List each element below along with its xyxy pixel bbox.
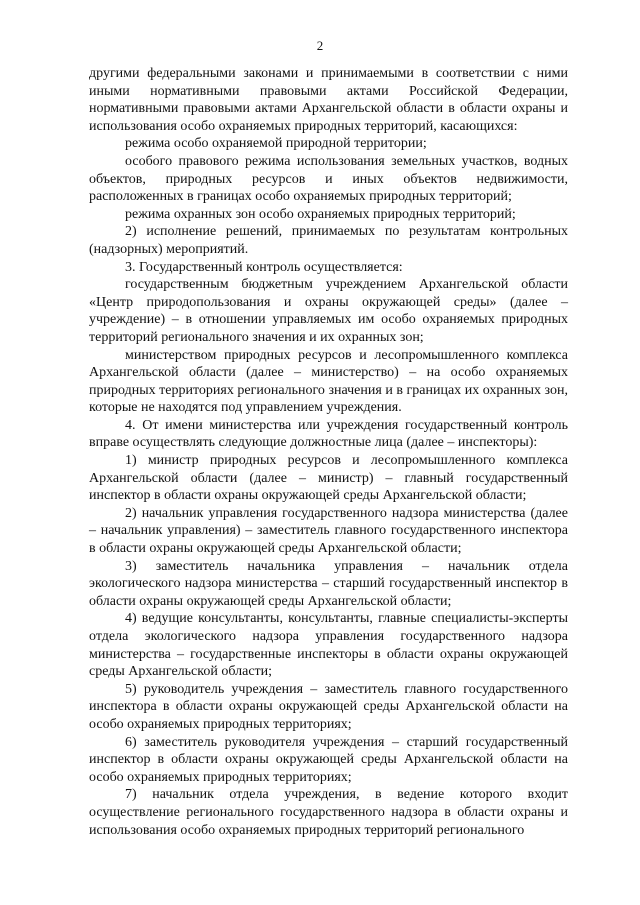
paragraph: 2) начальник управления государственного надзора министерства (далее – начальник управления) – заместитель главного государственного инспектора в области охраны окружающей среды Архангельской области;: [89, 505, 568, 557]
paragraph: особого правового режима использования земельных участков, водных объектов, природных ресурсов и иных объектов недвижимости, расположенных в границах особо охраняемых природных территорий;: [89, 153, 568, 205]
paragraph: государственным бюджетным учреждением Архангельской области «Центр природопользования и охраны окружающей среды» (далее – учреждение) – в отношении управляемых им особо охраняемых природных территорий регионального значения и их охранных зон;: [89, 277, 568, 345]
page-number: 2: [316, 38, 324, 53]
paragraph: 4) ведущие консультанты, консультанты, главные специалисты-эксперты отдела экологического надзора управления государственного надзора министерства – государственные инспекторы в области охраны окружающей среды Архангельской области;: [89, 611, 568, 680]
paragraph: 1) министр природных ресурсов и лесопромышленного комплекса Архангельской области (далее – министр) – главный государственный инспектор в области охраны окружающей среды Архангельской области;: [89, 453, 568, 504]
paragraph: 3) заместитель начальника управления – начальник отдела экологического надзора министерства – старший государственный инспектор в области охраны окружающей среды Архангельской области;: [89, 558, 568, 609]
paragraph: 3. Государственный контроль осуществляется:: [125, 259, 403, 275]
paragraph: 7) начальник отдела учреждения, в ведение которого входит осуществление регионального государственного надзора в области охраны и использования особо охраняемых природных территорий регионального: [89, 787, 568, 838]
paragraph: 5) руководитель учреждения – заместитель главного государственного инспектора в области охраны окружающей среды Архангельской области на особо охраняемых природных территориях;: [89, 681, 568, 732]
paragraph: режима охранных зон особо охраняемых природных территорий;: [125, 206, 516, 222]
paragraph: 4. От имени министерства или учреждения государственный контроль вправе осуществлять следующие должностные лица (далее – инспекторы):: [89, 417, 568, 451]
paragraph: другими федеральными законами и принимаемыми в соответствии с ними иными нормативными правовыми актами Российской Федерации, нормативными правовыми актами Архангельской области в области охраны и использования особо охраняемых природных территорий, касающихся:: [89, 66, 568, 134]
paragraph: 6) заместитель руководителя учреждения – старший государственный инспектор в области охраны окружающей среды Архангельской области на особо охраняемых природных территориях;: [89, 734, 568, 785]
document-body: [89, 65, 568, 839]
paragraph: министерством природных ресурсов и лесопромышленного комплекса Архангельской области (далее – министерство) – на особо охраняемых природных территориях регионального значения и в границах их охранных зон, которые не находятся под управлением учреждения.: [89, 347, 568, 416]
paragraph: 2) исполнение решений, принимаемых по результатам контрольных (надзорных) мероприятий.: [89, 224, 568, 257]
paragraph: режима особо охраняемой природной территории;: [125, 136, 427, 152]
